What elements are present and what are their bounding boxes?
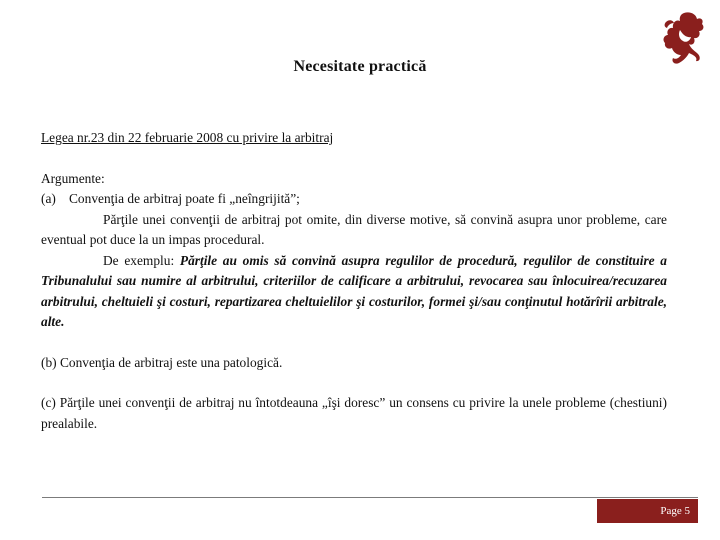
page-number-badge [597, 499, 698, 523]
item-a-example [41, 251, 667, 333]
item-a [41, 189, 667, 210]
item-a-paragraph: Părţile unei convenţii de arbitraj pot omite, din diverse motive, să convină asupra unor probleme, care eventual pot duce la un impas procedural. [41, 211, 667, 247]
example-intro: De exemplu: [103, 252, 180, 268]
page-number: Page 5 [660, 505, 690, 517]
item-a-label: (a) [41, 191, 56, 206]
footer-divider [42, 497, 698, 498]
document-body [41, 128, 667, 434]
arguments-label: Argumente: [41, 170, 105, 186]
page-title: Necesitate practică [293, 58, 427, 75]
law-reference: Legea nr.23 din 22 februarie 2008 cu privire la arbitraj [41, 130, 334, 145]
item-b: (b) Convenţia de arbitraj este una patologică. [41, 354, 283, 370]
example-text: Părţile au omis să convină asupra regulilor de procedură, regulilor de constituire a Tribunalului sau numire al arbitrului, criteriilor de calificare a arbitrului, revocarea sau înlocuirea/recuzarea arbitrului, cheltuieli şi costuri, repartizarea cheltuielilor şi costurilor, formei şi/sau conţinutul hotărîrii arbitrale, alte. [41, 252, 668, 329]
item-a-text: Convenţia de arbitraj poate fi „neîngrijită”; [69, 191, 300, 206]
item-c: (c) Părţile unei convenţii de arbitraj nu întotdeauna „îşi doresc” un consens cu privire la unele probleme (chestiuni) prealabile. [41, 395, 667, 431]
